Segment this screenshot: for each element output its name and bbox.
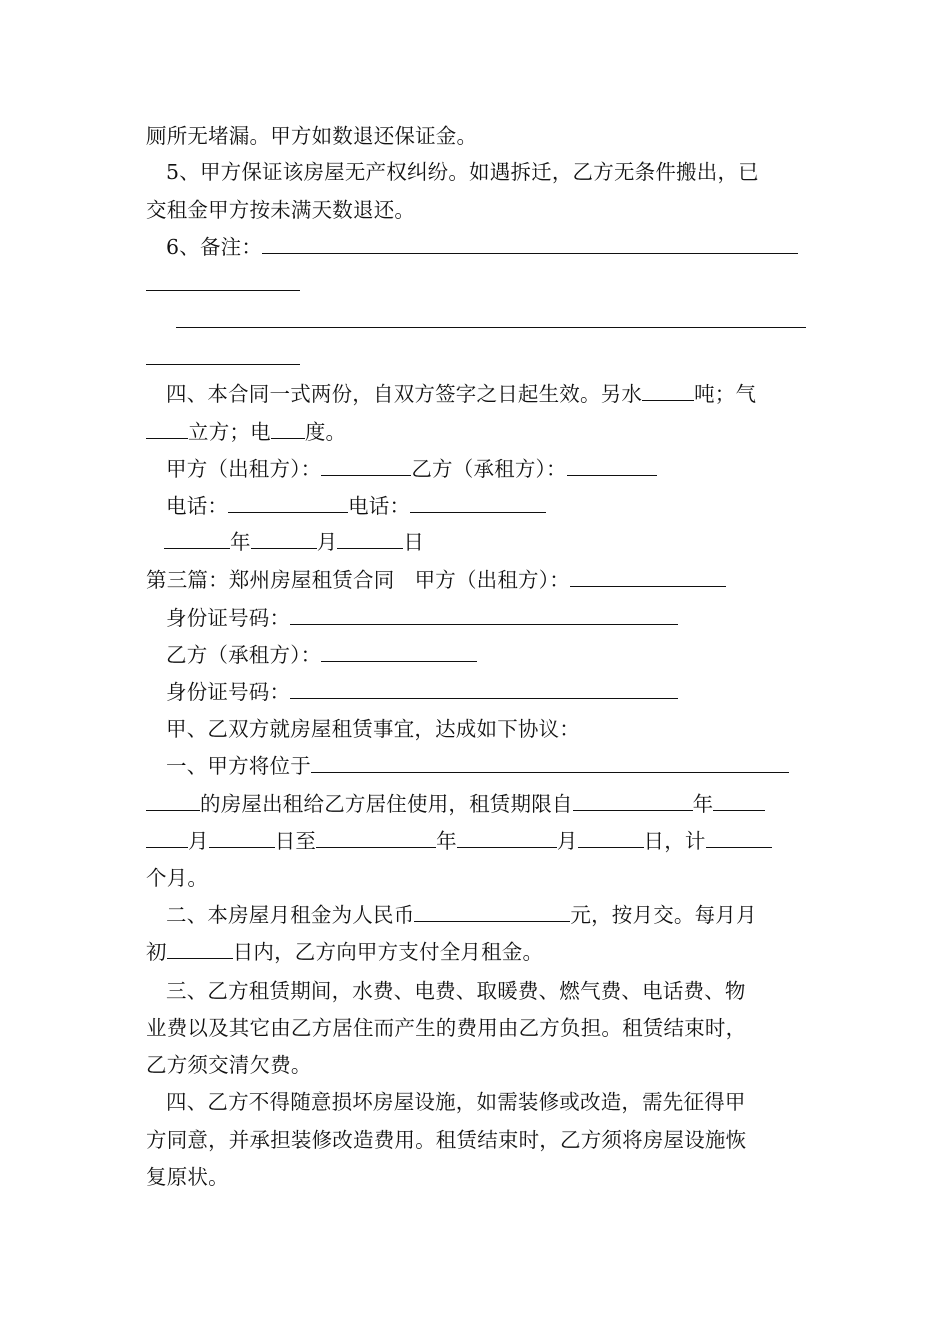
remarks-blank-continued[interactable] xyxy=(146,344,300,372)
lessor-blank[interactable] xyxy=(321,456,411,476)
part-three-heading: 第三篇：郑州房屋租赁合同 甲方（出租方）： xyxy=(146,566,726,594)
lessor-id-blank[interactable] xyxy=(290,605,678,625)
end-month-blank[interactable] xyxy=(457,828,557,848)
text-line: 方同意，并承担装修改造费用。租赁结束时，乙方须将房屋设施恢 xyxy=(146,1128,747,1152)
clause-5: 5、甲方保证该房屋无产权纠纷。如遇拆迁，乙方无条件搬出，已 xyxy=(166,160,759,184)
end-day-blank[interactable] xyxy=(578,828,644,848)
start-month-blank-continued[interactable] xyxy=(146,828,188,848)
agreement-intro: 甲、乙双方就房屋租赁事宜，达成如下协议： xyxy=(166,717,580,741)
text-line: 交租金甲方按未满天数退还。 xyxy=(146,198,416,222)
article-1: 一、甲方将位于 xyxy=(166,752,789,780)
party-line: 甲方（出租方）： 乙方（承租方）： xyxy=(166,455,657,483)
months-blank[interactable] xyxy=(706,828,772,848)
remarks-blank-continued[interactable] xyxy=(146,270,300,298)
date-line: 年 月 日 xyxy=(164,528,424,556)
article-4: 四、乙方不得随意损坏房屋设施，如需装修或改造，需先征得甲 xyxy=(166,1090,746,1114)
lessee-id-blank[interactable] xyxy=(290,679,678,699)
lessee-blank[interactable] xyxy=(321,642,477,662)
address-blank-continued[interactable] xyxy=(146,791,200,811)
end-year-blank[interactable] xyxy=(316,828,436,848)
text-line: 复原状。 xyxy=(146,1165,229,1189)
text-line: 的房屋出租给乙方居住使用，租赁期限自 年 xyxy=(146,790,765,818)
article-2: 二、本房屋月租金为人民币 元，按月交。每月月 xyxy=(166,903,757,927)
lessee-blank[interactable] xyxy=(567,456,657,476)
text-line: 厕所无堵漏。甲方如数退还保证金。 xyxy=(146,124,478,148)
text-line: 业费以及其它由乙方居住而产生的费用由乙方负担。租赁结束时， xyxy=(146,1016,747,1040)
rent-amount-blank[interactable] xyxy=(414,902,570,922)
text-line: 月 日至 年 月 日，计 xyxy=(146,827,772,855)
start-day-blank[interactable] xyxy=(209,828,275,848)
electricity-blank[interactable] xyxy=(271,419,305,439)
section-4: 四、本合同一式两份，自双方签字之日起生效。另水 吨；气 xyxy=(166,382,757,406)
clause-6-remarks: 6、备注： xyxy=(166,233,798,261)
gas-blank[interactable] xyxy=(146,419,188,439)
text-line: 初 日内，乙方向甲方支付全月租金。 xyxy=(146,940,544,964)
text-line: 立方；电 度。 xyxy=(146,418,346,446)
address-blank[interactable] xyxy=(311,753,789,773)
id-line: 身份证号码： xyxy=(166,678,678,706)
start-month-blank[interactable] xyxy=(713,791,765,811)
remarks-blank-line[interactable] xyxy=(176,307,806,335)
lessee-phone-blank[interactable] xyxy=(410,493,546,513)
payment-day-blank[interactable] xyxy=(167,939,233,959)
remarks-blank[interactable] xyxy=(262,234,798,254)
month-blank[interactable] xyxy=(251,529,317,549)
id-line: 身份证号码： xyxy=(166,604,678,632)
text-line: 个月。 xyxy=(146,866,209,890)
water-blank[interactable] xyxy=(642,381,694,401)
lessor-blank[interactable] xyxy=(570,567,726,587)
phone-line: 电话： 电话： xyxy=(166,492,546,520)
day-blank[interactable] xyxy=(337,529,403,549)
lessee-line: 乙方（承租方）： xyxy=(166,641,477,669)
text-line: 乙方须交清欠费。 xyxy=(146,1053,312,1077)
start-year-blank[interactable] xyxy=(573,791,693,811)
year-blank[interactable] xyxy=(164,529,230,549)
article-3: 三、乙方租赁期间，水费、电费、取暖费、燃气费、电话费、物 xyxy=(166,979,746,1003)
lessor-phone-blank[interactable] xyxy=(228,493,348,513)
